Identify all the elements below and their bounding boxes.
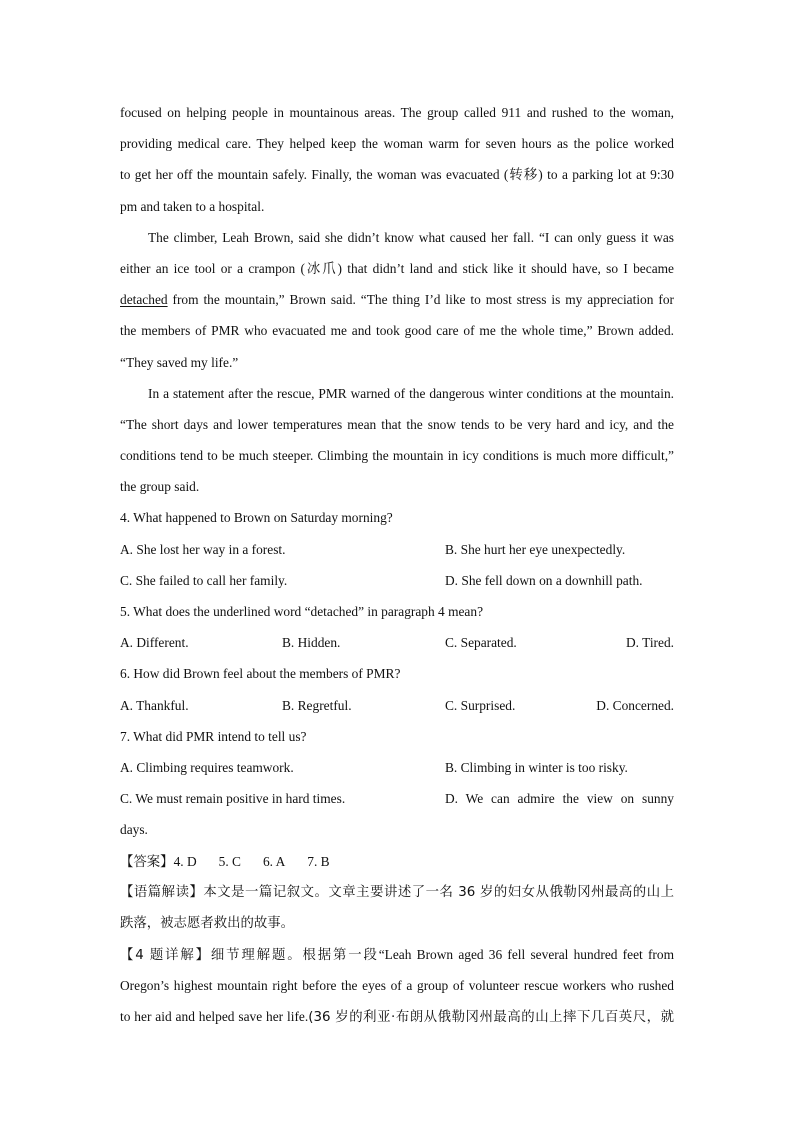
passage-line: The climber, Leah Brown, said she didn’t know what caused her fall. “I can only guess it was <box>148 229 674 245</box>
option-7c: C. We must remain positive in hard times. <box>120 791 346 807</box>
option-6a: A. Thankful. <box>120 697 189 713</box>
interpretation-line <box>120 877 674 908</box>
passage-line: either an ice tool or a crampon (冰爪) that didn’t land and stick like it should have, so I became <box>120 260 674 276</box>
options-row <box>120 534 674 565</box>
option-4a: A. She lost her way in a forest. <box>120 541 286 557</box>
option-5a: A. Different. <box>120 635 189 651</box>
answer-item: 6. A <box>262 853 286 869</box>
detail-line: Oregon’s highest mountain right before the eyes of a group of volunteer rescue workers who rushed <box>120 978 674 994</box>
passage-line: the group said. <box>120 479 200 495</box>
document-page <box>120 97 674 1033</box>
answer-item: 5. C <box>218 853 241 869</box>
option-7a: A. Climbing requires teamwork. <box>120 759 294 775</box>
options-row <box>120 783 674 814</box>
options-row <box>120 627 674 658</box>
passage-line: pm and taken to a hospital. <box>120 198 265 214</box>
detail-line <box>120 939 674 970</box>
question-stem-6: 6. How did Brown feel about the members of PMR? <box>120 666 401 682</box>
options-row <box>120 565 674 596</box>
answer-line <box>120 846 674 877</box>
question-stem-7: 7. What did PMR intend to tell us? <box>120 728 307 744</box>
passage-line: the members of PMR who evacuated me and took good care of me the whole time,” Brown added. <box>120 323 674 339</box>
interpretation-line: 跌落，被志愿者救出的故事。 <box>120 915 295 931</box>
passage-text: from the mountain,” Brown said. “The thing I’d like to most stress is my appreciation for <box>167 292 674 308</box>
option-4d: D. She fell down on a downhill path. <box>445 572 643 588</box>
question-stem-4: 4. What happened to Brown on Saturday morning? <box>120 510 393 526</box>
options-row <box>120 752 674 783</box>
passage-line: providing medical care. They helped keep the woman warm for seven hours as the police worked <box>120 136 674 152</box>
passage-line: In a statement after the rescue, PMR warned of the dangerous winter conditions at the mountain. <box>148 385 674 401</box>
detail-text-cn: (36 岁的利亚·布朗从俄勒冈州最高的山上摔下几百英尺，就 <box>308 1010 674 1026</box>
question-stem-5: 5. What does the underlined word “detached” in paragraph 4 mean? <box>120 604 484 619</box>
option-7d: D. We can admire the view on sunny <box>445 791 674 807</box>
option-4b: B. She hurt her eye unexpectedly. <box>445 541 626 557</box>
detail-text-en: “Leah Brown aged 36 fell several hundred feet from <box>378 947 674 963</box>
option-7d-continued: days. <box>120 822 148 838</box>
answer-item: 4. D <box>173 853 197 869</box>
detail-line <box>120 1001 674 1032</box>
passage-line: “The short days and lower temperatures mean that the snow tends to be very hard and icy, and the <box>120 416 674 432</box>
passage-line: to get her off the mountain safely. Finally, the woman was evacuated (转移) to a parking lot at 9:30 <box>120 167 674 183</box>
options-row <box>120 690 674 721</box>
detail-text-cn: 细节理解题。根据第一段 <box>210 948 379 964</box>
passage-line: conditions tend to be much steeper. Climbing the mountain in icy conditions is much more difficult,” <box>120 448 674 464</box>
interpretation-text: 本文是一篇记叙文。文章主要讲述了一名 36 岁的妇女从俄勒冈州最高的山上 <box>203 884 674 900</box>
option-6b: B. Regretful. <box>282 697 352 713</box>
answer-item: 7. B <box>307 853 330 869</box>
option-5d: D. Tired. <box>626 635 674 651</box>
option-4c: C. She failed to call her family. <box>120 572 288 588</box>
interpretation-label: 【语篇解读】 <box>120 884 204 900</box>
option-5c: C. Separated. <box>445 635 517 651</box>
detail-text-en: to her aid and helped save her life. <box>120 1009 309 1025</box>
answer-label: 【答案】 <box>120 854 174 870</box>
option-7b: B. Climbing in winter is too risky. <box>445 759 628 775</box>
option-6c: C. Surprised. <box>445 697 516 713</box>
option-5b: B. Hidden. <box>282 635 341 651</box>
passage-line: “They saved my life.” <box>120 354 239 370</box>
passage-line <box>120 284 674 315</box>
detail-label: 【4 题详解】 <box>120 948 211 964</box>
passage-line: focused on helping people in mountainous areas. The group called 911 and rushed to the woman, <box>120 105 674 120</box>
underlined-word: detached <box>120 292 168 308</box>
option-6d: D. Concerned. <box>596 697 674 713</box>
